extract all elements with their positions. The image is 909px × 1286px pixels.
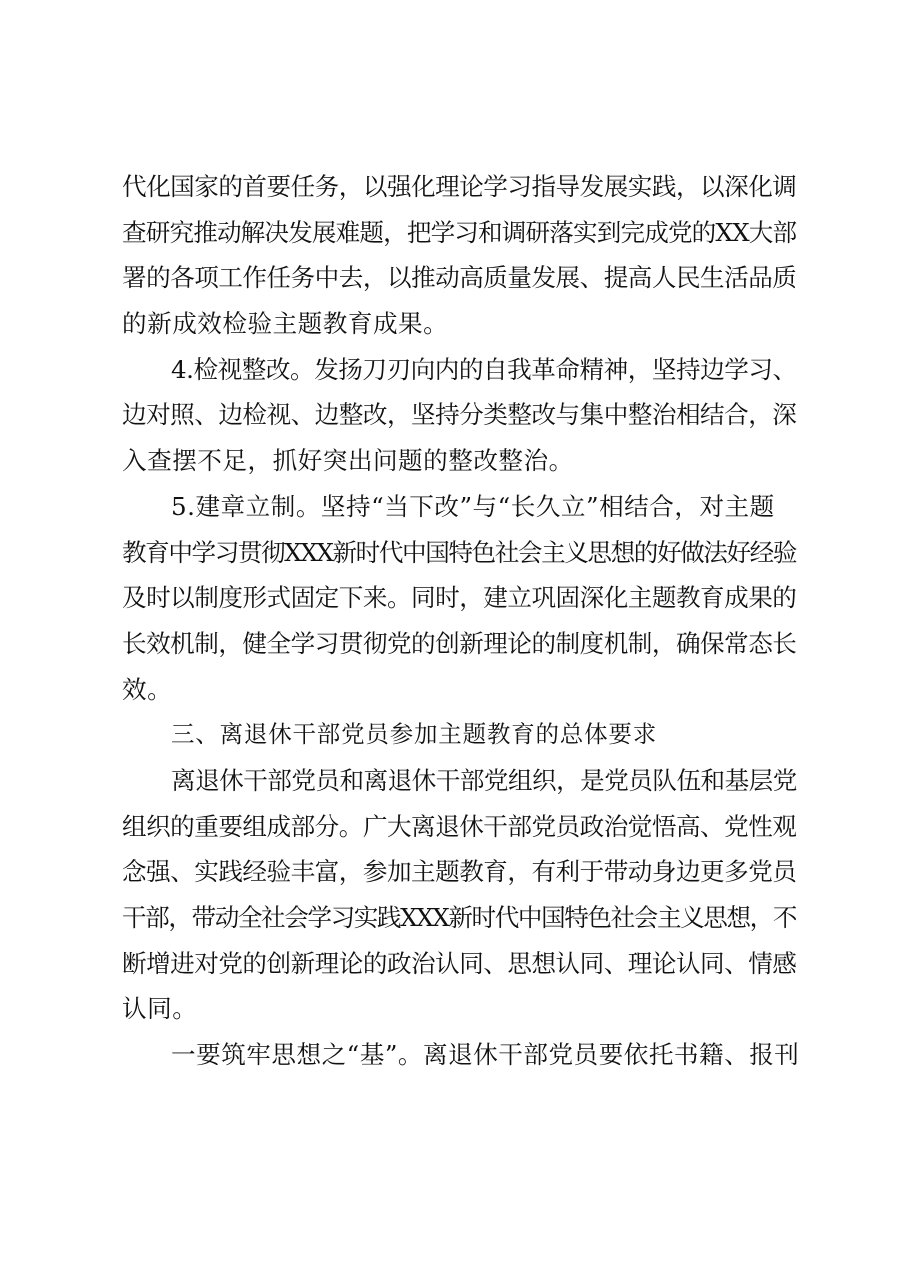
text-line: 及时以制度形式固定下来。同时，建立巩固深化主题教育成果的	[122, 583, 797, 613]
text-line: 边对照、边检视、边整改，坚持分类整改与集中整治相结合，深	[122, 400, 797, 430]
text-line: 的新成效检验主题教育成果。	[122, 309, 449, 339]
text-line: 组织的重要组成部分。广大离退休干部党员政治觉悟高、党性观	[122, 811, 797, 841]
document-body	[122, 164, 802, 1078]
text-line: 一要筑牢思想之“基”。离退休干部党员要依托书籍、报刊	[171, 1040, 800, 1070]
text-line: 长效机制，健全学习贯彻党的创新理论的制度机制，确保常态长	[122, 628, 797, 658]
text-line: 代化国家的首要任务，以强化理论学习指导发展实践，以深化调	[122, 172, 797, 201]
text-line: 4.检视整改。发扬刀刃向内的自我革命精神，坚持边学习、	[171, 354, 797, 384]
text-line: 署的各项工作任务中去，以推动高质量发展、提高人民生活品质	[122, 263, 797, 293]
text-line: 教育中学习贯彻XXX新时代中国特色社会主义思想的好做法好经验	[122, 537, 796, 567]
text-line: 查研究推动解决发展难题，把学习和调研落实到完成党的XX大部	[122, 217, 797, 247]
text-line: 念强、实践经验丰富，参加主题教育，有利于带动身边更多党员	[122, 857, 797, 887]
text-line: 入查摆不足，抓好突出问题的整改整治。	[122, 446, 574, 476]
text-line: 认同。	[122, 994, 198, 1024]
text-line: 离退休干部党员和离退休干部党组织，是党员队伍和基层党	[171, 765, 797, 795]
text-line: 干部，带动全社会学习实践XXX新时代中国特色社会主义思想，不	[122, 903, 796, 932]
text-line: 效。	[122, 674, 173, 704]
text-line: 5.建章立制。坚持“当下改”与“长久立”相结合，对主题	[171, 491, 775, 521]
section-heading: 三、离退休干部党员参加主题教育的总体要求	[171, 720, 657, 749]
text-line: 断增进对党的创新理论的政治认同、思想认同、理论认同、情感	[122, 948, 797, 978]
